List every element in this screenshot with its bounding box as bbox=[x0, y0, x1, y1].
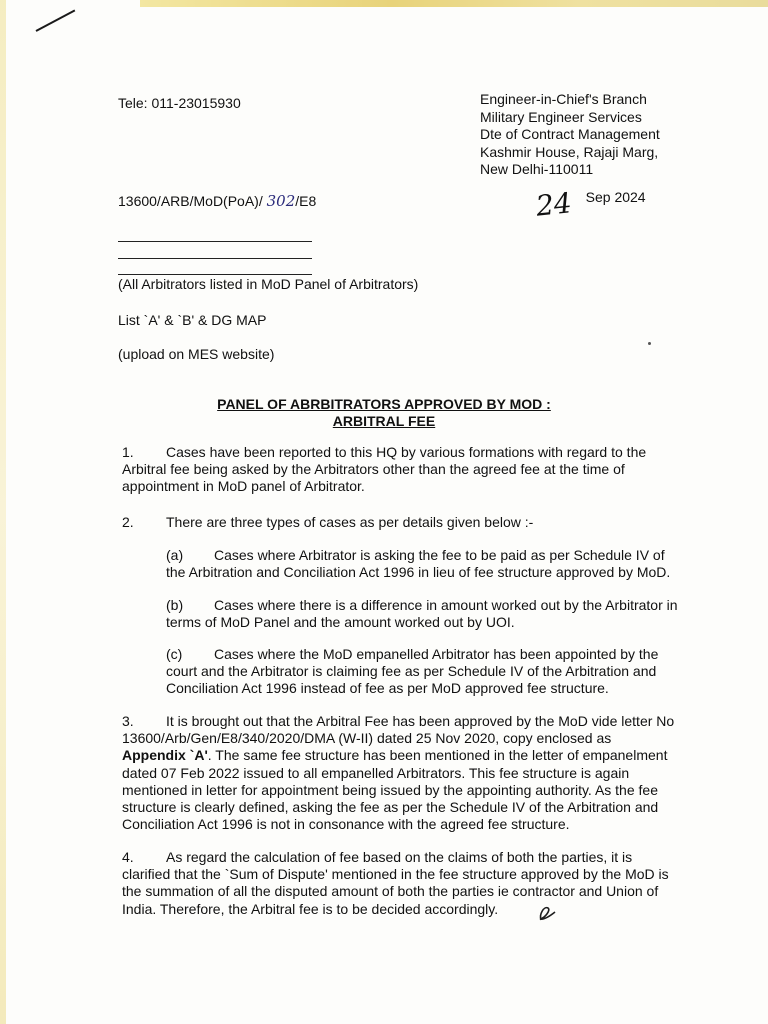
pen-tick-mark bbox=[36, 9, 76, 31]
paragraph-line: As regard the calculation of fee based on the claims of both the parties, it is bbox=[166, 849, 633, 865]
paper-left-edge bbox=[0, 0, 6, 1024]
paragraph-line: the summation of all the disputed amount of both the parties ie contractor and Union of bbox=[122, 883, 659, 900]
letter-date bbox=[536, 188, 646, 221]
paragraph-line: Cases where there is a difference in amount worked out by the Arbitrator in bbox=[214, 597, 678, 613]
paragraph-line: There are three types of cases as per details given below :- bbox=[166, 514, 534, 530]
appendix-reference: Appendix `A' bbox=[122, 747, 208, 764]
handwritten-date-day: 24 bbox=[534, 186, 574, 223]
paragraph-line: . The same fee structure has been mentioned in the letter of empanelment bbox=[207, 747, 668, 764]
paragraph-line: Conciliation Act 1996 is not in consonance with the agreed fee structure. bbox=[122, 816, 570, 833]
sub-paragraph-c bbox=[166, 646, 722, 698]
paper-top-edge bbox=[140, 0, 768, 7]
telephone-line: Tele: 011-23015930 bbox=[118, 95, 241, 111]
subject-line-2: ARBITRAL FEE bbox=[332, 413, 436, 429]
paragraph-line: It is brought out that the Arbitral Fee has been approved by the MoD vide letter No bbox=[166, 713, 675, 729]
paragraph-number: 3. bbox=[122, 713, 134, 729]
paragraph-number: 2. bbox=[122, 514, 134, 530]
subject-line-1: PANEL OF ABRBITRATORS APPROVED BY MOD : bbox=[217, 396, 551, 412]
paragraph-line: terms of MoD Panel and the amount worked out by UOI. bbox=[166, 614, 515, 631]
paragraph-line: structure is clearly defined, asking the fee as per the Schedule IV of the Arbitration and bbox=[122, 799, 659, 816]
paragraph-1 bbox=[122, 444, 720, 496]
paragraph-line: Cases where Arbitrator is asking the fee to be paid as per Schedule IV of bbox=[214, 547, 665, 563]
office-line: Kashmir House, Rajaji Marg, bbox=[480, 143, 659, 160]
paragraph-line: Cases have been reported to this HQ by various formations with regard to the bbox=[166, 444, 647, 460]
addressee-lists: List `A' & `B' & DG MAP bbox=[118, 312, 267, 328]
office-line: Dte of Contract Management bbox=[480, 126, 660, 142]
paragraph-line: India. Therefore, the Arbitral fee is to be decided accordingly. bbox=[122, 900, 499, 917]
paragraph-line: court and the Arbitrator is claiming fee as per Schedule IV of the Arbitration and bbox=[166, 663, 657, 680]
office-line: Military Engineer Services bbox=[480, 108, 642, 125]
paragraph-line: 13600/Arb/Gen/E8/340/2020/DMA (W-II) dated 25 Nov 2020, copy enclosed as bbox=[122, 730, 612, 747]
blank-address-line bbox=[118, 241, 312, 242]
sub-paragraph-a bbox=[166, 547, 722, 581]
paragraph-line: dated 07 Feb 2022 issued to all empanelled Arbitrators. This fee structure is again bbox=[122, 764, 630, 781]
date-month-year: Sep 2024 bbox=[585, 189, 646, 205]
paragraph-number: 4. bbox=[122, 849, 134, 865]
addressee-upload-note: (upload on MES website) bbox=[118, 346, 275, 362]
paragraph-line: Cases where the MoD empanelled Arbitrator has been appointed by the bbox=[214, 646, 659, 662]
reference-number bbox=[118, 193, 316, 210]
paragraph-line: clarified that the `Sum of Dispute' mentioned in the fee structure approved by the MoD is bbox=[122, 866, 669, 883]
sub-paragraph-b bbox=[166, 597, 722, 631]
office-line: Engineer-in-Chief's Branch bbox=[480, 91, 647, 107]
paragraph-3 bbox=[122, 713, 720, 833]
sub-paragraph-label: (b) bbox=[166, 597, 184, 613]
handwritten-initials-mark bbox=[535, 900, 559, 924]
paragraph-line: Arbitral fee being asked by the Arbitrators other than the agreed fee at the time of bbox=[122, 461, 625, 478]
handwritten-reference-number: 302 bbox=[266, 192, 296, 210]
paragraph-line: mentioned in letter for appointment being issued by the appointing authority. As the fee bbox=[122, 781, 658, 798]
addressee-all-arbitrators: (All Arbitrators listed in MoD Panel of Arbitrators) bbox=[118, 276, 419, 292]
sub-paragraph-label: (a) bbox=[166, 547, 184, 563]
reference-prefix: 13600/ARB/MoD(PoA)/ bbox=[118, 193, 267, 209]
paragraph-line: Conciliation Act 1996 instead of fee as per MoD approved fee structure. bbox=[166, 680, 609, 697]
paper-speck bbox=[648, 342, 651, 345]
paragraph-4 bbox=[122, 849, 720, 918]
office-address-block bbox=[480, 91, 660, 179]
paragraph-line: appointment in MoD panel of Arbitrator. bbox=[122, 478, 365, 495]
blank-address-line bbox=[118, 258, 312, 259]
reference-suffix: /E8 bbox=[295, 193, 317, 209]
office-line: New Delhi-110011 bbox=[480, 161, 594, 177]
paragraph-line: the Arbitration and Conciliation Act 1996 in lieu of fee structure approved by MoD. bbox=[166, 564, 671, 581]
paragraph-number: 1. bbox=[122, 444, 134, 460]
blank-address-line bbox=[118, 274, 312, 275]
paragraph-2 bbox=[122, 514, 720, 531]
sub-paragraph-label: (c) bbox=[166, 646, 183, 662]
